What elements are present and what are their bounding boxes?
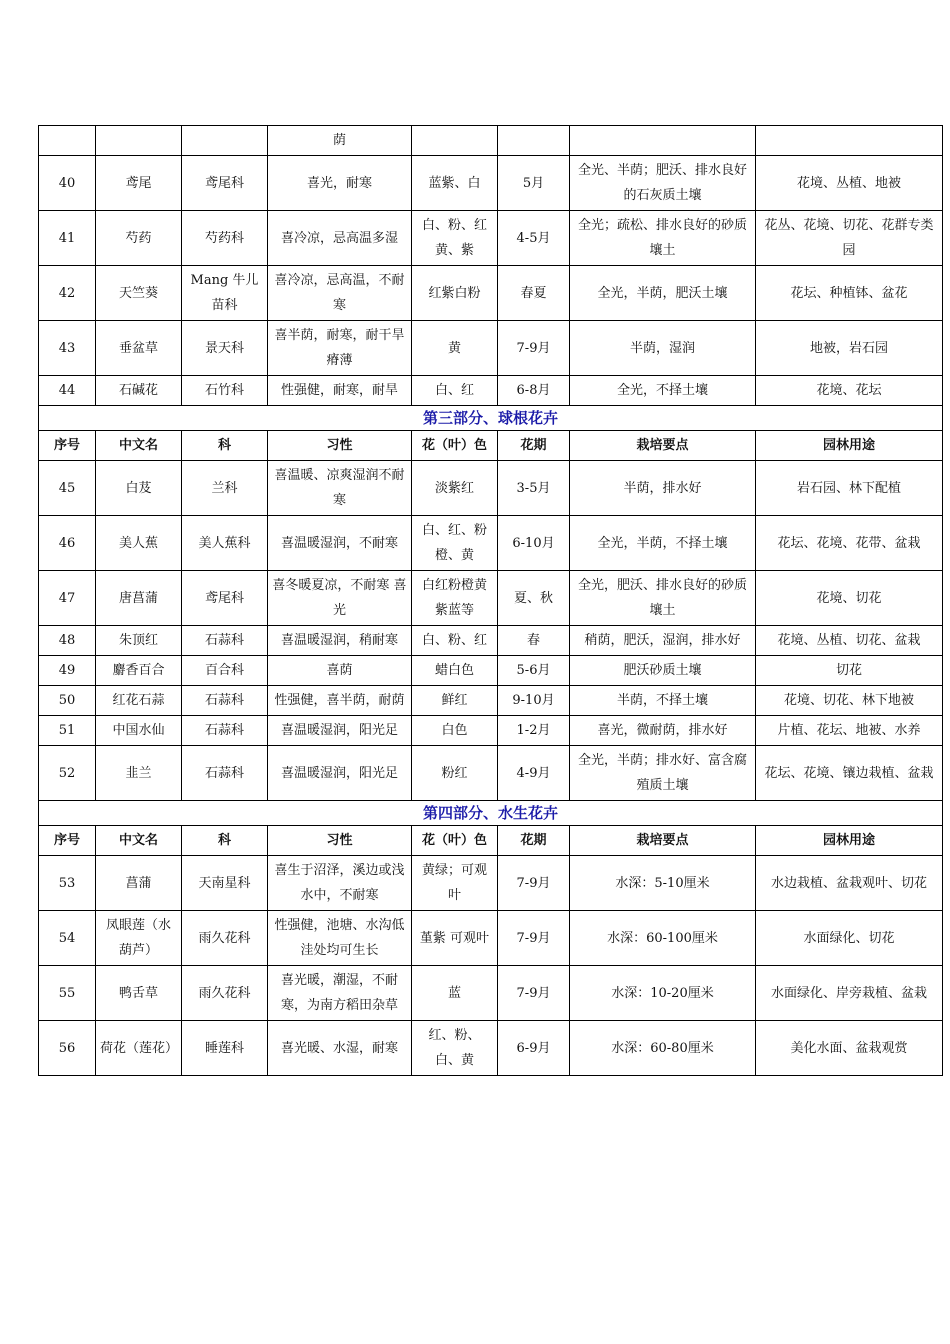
table-cell: 白、粉、红: [412, 626, 498, 656]
table-cell: 花坛、种植钵、盆花: [756, 266, 943, 321]
table-cell: 科: [182, 431, 268, 461]
table-cell: 石竹科: [182, 376, 268, 406]
table-cell: 荷花（莲花）: [96, 1021, 182, 1076]
table-cell: 天南星科: [182, 856, 268, 911]
table-cell: 6-9月: [498, 1021, 570, 1076]
table-cell: 46: [39, 516, 96, 571]
table-cell: 白、粉、红黄、紫: [412, 211, 498, 266]
table-cell: 全光，半荫，不择土壤: [570, 516, 756, 571]
table-cell: 肥沃砂质土壤: [570, 656, 756, 686]
table-cell: 喜温暖湿润，阳光足: [268, 716, 412, 746]
table-cell: 白、红、粉橙、黄: [412, 516, 498, 571]
header-row: [39, 826, 943, 856]
table-cell: 黄: [412, 321, 498, 376]
table-cell: 稍荫，肥沃，湿润，排水好: [570, 626, 756, 656]
table-cell: 睡莲科: [182, 1021, 268, 1076]
table-cell: 蓝紫、白: [412, 156, 498, 211]
table-cell: 喜半荫，耐寒，耐干旱瘠薄: [268, 321, 412, 376]
table-cell: 中文名: [96, 826, 182, 856]
table-cell: 5月: [498, 156, 570, 211]
table-cell: 56: [39, 1021, 96, 1076]
table-cell: 全光，不择土壤: [570, 376, 756, 406]
table-cell: 6-10月: [498, 516, 570, 571]
table-row: [39, 126, 943, 156]
table-cell: 春: [498, 626, 570, 656]
table-cell: 43: [39, 321, 96, 376]
table-cell: 鸢尾科: [182, 156, 268, 211]
table-cell: 唐菖蒲: [96, 571, 182, 626]
table-cell: [96, 126, 182, 156]
table-cell: 麝香百合: [96, 656, 182, 686]
table-cell: [412, 126, 498, 156]
table-cell: 喜温暖湿润，阳光足: [268, 746, 412, 801]
table-cell: 垂盆草: [96, 321, 182, 376]
table-cell: 鸭舌草: [96, 966, 182, 1021]
table-cell: 花（叶）色: [412, 431, 498, 461]
table-cell: 喜温暖、凉爽湿润不耐寒: [268, 461, 412, 516]
table-row: [39, 911, 943, 966]
table-cell: 喜冷凉，忌高温多湿: [268, 211, 412, 266]
table-cell: 切花: [756, 656, 943, 686]
table-cell: 中国水仙: [96, 716, 182, 746]
table-cell: 水面绿化、切花: [756, 911, 943, 966]
table-cell: 4-9月: [498, 746, 570, 801]
table-cell: 鲜红: [412, 686, 498, 716]
table-cell: 荫: [268, 126, 412, 156]
table-cell: 49: [39, 656, 96, 686]
table-row: [39, 376, 943, 406]
table-cell: 6-8月: [498, 376, 570, 406]
table-cell: 全光、半荫；肥沃、排水良好的石灰质土壤: [570, 156, 756, 211]
table-cell: 水深：60-80厘米: [570, 1021, 756, 1076]
table-cell: 地被，岩石园: [756, 321, 943, 376]
table-cell: 52: [39, 746, 96, 801]
table-row: [39, 686, 943, 716]
table-cell: 54: [39, 911, 96, 966]
table-cell: 芍药: [96, 211, 182, 266]
table-cell: 兰科: [182, 461, 268, 516]
table-cell: [570, 126, 756, 156]
header-row: [39, 431, 943, 461]
table-row: [39, 156, 943, 211]
table-cell: 7-9月: [498, 856, 570, 911]
table-cell: 花境、切花、林下地被: [756, 686, 943, 716]
section-title: 第三部分、球根花卉: [39, 406, 943, 431]
table-cell: 喜生于沼泽，溪边或浅水中，不耐寒: [268, 856, 412, 911]
table-cell: 花境、丛植、切花、盆栽: [756, 626, 943, 656]
table-cell: 春夏: [498, 266, 570, 321]
table-row: [39, 1021, 943, 1076]
table-cell: 50: [39, 686, 96, 716]
table-cell: 黄绿；可观叶: [412, 856, 498, 911]
table-row: [39, 321, 943, 376]
table-cell: 百合科: [182, 656, 268, 686]
table-cell: 4-5月: [498, 211, 570, 266]
table-row: [39, 626, 943, 656]
table-cell: 中文名: [96, 431, 182, 461]
table-cell: 夏、秋: [498, 571, 570, 626]
table-cell: 序号: [39, 826, 96, 856]
table-cell: 性强健，池塘、水沟低洼处均可生长: [268, 911, 412, 966]
table-cell: [39, 126, 96, 156]
table-cell: 堇紫 可观叶: [412, 911, 498, 966]
table-cell: 雨久花科: [182, 911, 268, 966]
table-cell: 53: [39, 856, 96, 911]
table-cell: 44: [39, 376, 96, 406]
table-cell: 喜冬暖夏凉，不耐寒 喜光: [268, 571, 412, 626]
table-cell: 花境、切花: [756, 571, 943, 626]
table-row: [39, 516, 943, 571]
section-title-row: [39, 406, 943, 431]
table-cell: 5-6月: [498, 656, 570, 686]
table-row: [39, 716, 943, 746]
table-cell: 花坛、花境、镶边栽植、盆栽: [756, 746, 943, 801]
table-cell: 科: [182, 826, 268, 856]
table-cell: 花境、花坛: [756, 376, 943, 406]
table-cell: 喜光暖，潮湿，不耐寒，为南方稻田杂草: [268, 966, 412, 1021]
table-cell: [498, 126, 570, 156]
table-cell: 蜡白色: [412, 656, 498, 686]
table-cell: 水深：60-100厘米: [570, 911, 756, 966]
table-cell: 喜光暖、水湿，耐寒: [268, 1021, 412, 1076]
table-cell: 菖蒲: [96, 856, 182, 911]
table-cell: 花期: [498, 431, 570, 461]
table-cell: 半荫，不择土壤: [570, 686, 756, 716]
table-cell: 水面绿化、岸旁栽植、盆栽: [756, 966, 943, 1021]
table-row: [39, 461, 943, 516]
table-cell: [182, 126, 268, 156]
table-cell: 花（叶）色: [412, 826, 498, 856]
table-cell: 48: [39, 626, 96, 656]
table-row: [39, 211, 943, 266]
table-cell: 水边栽植、盆栽观叶、切花: [756, 856, 943, 911]
table-cell: 45: [39, 461, 96, 516]
table-cell: 栽培要点: [570, 826, 756, 856]
table-cell: 水深：10-20厘米: [570, 966, 756, 1021]
table-cell: 雨久花科: [182, 966, 268, 1021]
section-title-row: [39, 801, 943, 826]
table-cell: 栽培要点: [570, 431, 756, 461]
table-cell: 7-9月: [498, 321, 570, 376]
table-cell: 白红粉橙黄紫蓝等: [412, 571, 498, 626]
table-cell: 3-5月: [498, 461, 570, 516]
table-cell: 半荫，排水好: [570, 461, 756, 516]
table-cell: 花期: [498, 826, 570, 856]
table-cell: 石蒜科: [182, 746, 268, 801]
table-cell: 喜荫: [268, 656, 412, 686]
table-cell: 55: [39, 966, 96, 1021]
table-cell: 鸢尾: [96, 156, 182, 211]
table-row: [39, 746, 943, 801]
table-cell: 习性: [268, 826, 412, 856]
table-cell: 47: [39, 571, 96, 626]
table-cell: 42: [39, 266, 96, 321]
table-cell: 片植、花坛、地被、水养: [756, 716, 943, 746]
table-cell: 1-2月: [498, 716, 570, 746]
table-cell: 白芨: [96, 461, 182, 516]
table-row: [39, 856, 943, 911]
table-cell: 蓝: [412, 966, 498, 1021]
table-cell: 全光，半荫；排水好、富含腐殖质土壤: [570, 746, 756, 801]
table-cell: 喜温暖湿润，稍耐寒: [268, 626, 412, 656]
table-cell: 全光；疏松、排水良好的砂质壤土: [570, 211, 756, 266]
table-cell: 红花石蒜: [96, 686, 182, 716]
table-cell: 喜冷凉，忌高温，不耐寒: [268, 266, 412, 321]
table-cell: 9-10月: [498, 686, 570, 716]
table-cell: 天竺葵: [96, 266, 182, 321]
table-cell: Mang 牛儿苗科: [182, 266, 268, 321]
table-cell: 性强健，喜半荫，耐荫: [268, 686, 412, 716]
table-cell: 白、红: [412, 376, 498, 406]
table-cell: 全光，肥沃、排水良好的砂质壤土: [570, 571, 756, 626]
table-cell: [756, 126, 943, 156]
table-cell: 朱顶红: [96, 626, 182, 656]
table-cell: 7-9月: [498, 911, 570, 966]
table-cell: 白色: [412, 716, 498, 746]
table-cell: 41: [39, 211, 96, 266]
table-cell: 红、粉、白、黄: [412, 1021, 498, 1076]
table-cell: 石蒜科: [182, 626, 268, 656]
table-cell: 全光，半荫，肥沃土壤: [570, 266, 756, 321]
table-row: [39, 266, 943, 321]
table-cell: 园林用途: [756, 826, 943, 856]
table-cell: 美化水面、盆栽观赏: [756, 1021, 943, 1076]
table-cell: 序号: [39, 431, 96, 461]
table-cell: 红紫白粉: [412, 266, 498, 321]
table-cell: 花坛、花境、花带、盆栽: [756, 516, 943, 571]
table-cell: 韭兰: [96, 746, 182, 801]
table-cell: 喜光，耐寒: [268, 156, 412, 211]
plant-table: [38, 125, 943, 1076]
section-title: 第四部分、水生花卉: [39, 801, 943, 826]
table-cell: 喜温暖湿润，不耐寒: [268, 516, 412, 571]
table-cell: 40: [39, 156, 96, 211]
table-cell: 园林用途: [756, 431, 943, 461]
table-cell: 粉红: [412, 746, 498, 801]
table-cell: 性强健，耐寒，耐旱: [268, 376, 412, 406]
table-cell: 水深：5-10厘米: [570, 856, 756, 911]
table-cell: 花境、丛植、地被: [756, 156, 943, 211]
table-cell: 51: [39, 716, 96, 746]
table-cell: 石碱花: [96, 376, 182, 406]
table-cell: 石蒜科: [182, 686, 268, 716]
table-row: [39, 571, 943, 626]
table-cell: 凤眼莲（水葫芦）: [96, 911, 182, 966]
table-cell: 岩石园、林下配植: [756, 461, 943, 516]
table-cell: 习性: [268, 431, 412, 461]
table-cell: 芍药科: [182, 211, 268, 266]
table-cell: 石蒜科: [182, 716, 268, 746]
table-cell: 花丛、花境、切花、花群专类园: [756, 211, 943, 266]
table-row: [39, 656, 943, 686]
table-cell: 美人蕉科: [182, 516, 268, 571]
table-cell: 景天科: [182, 321, 268, 376]
table-row: [39, 966, 943, 1021]
table-cell: 鸢尾科: [182, 571, 268, 626]
table-cell: 7-9月: [498, 966, 570, 1021]
table-cell: 喜光，微耐荫，排水好: [570, 716, 756, 746]
table-cell: 美人蕉: [96, 516, 182, 571]
table-cell: 半荫，湿润: [570, 321, 756, 376]
table-cell: 淡紫红: [412, 461, 498, 516]
